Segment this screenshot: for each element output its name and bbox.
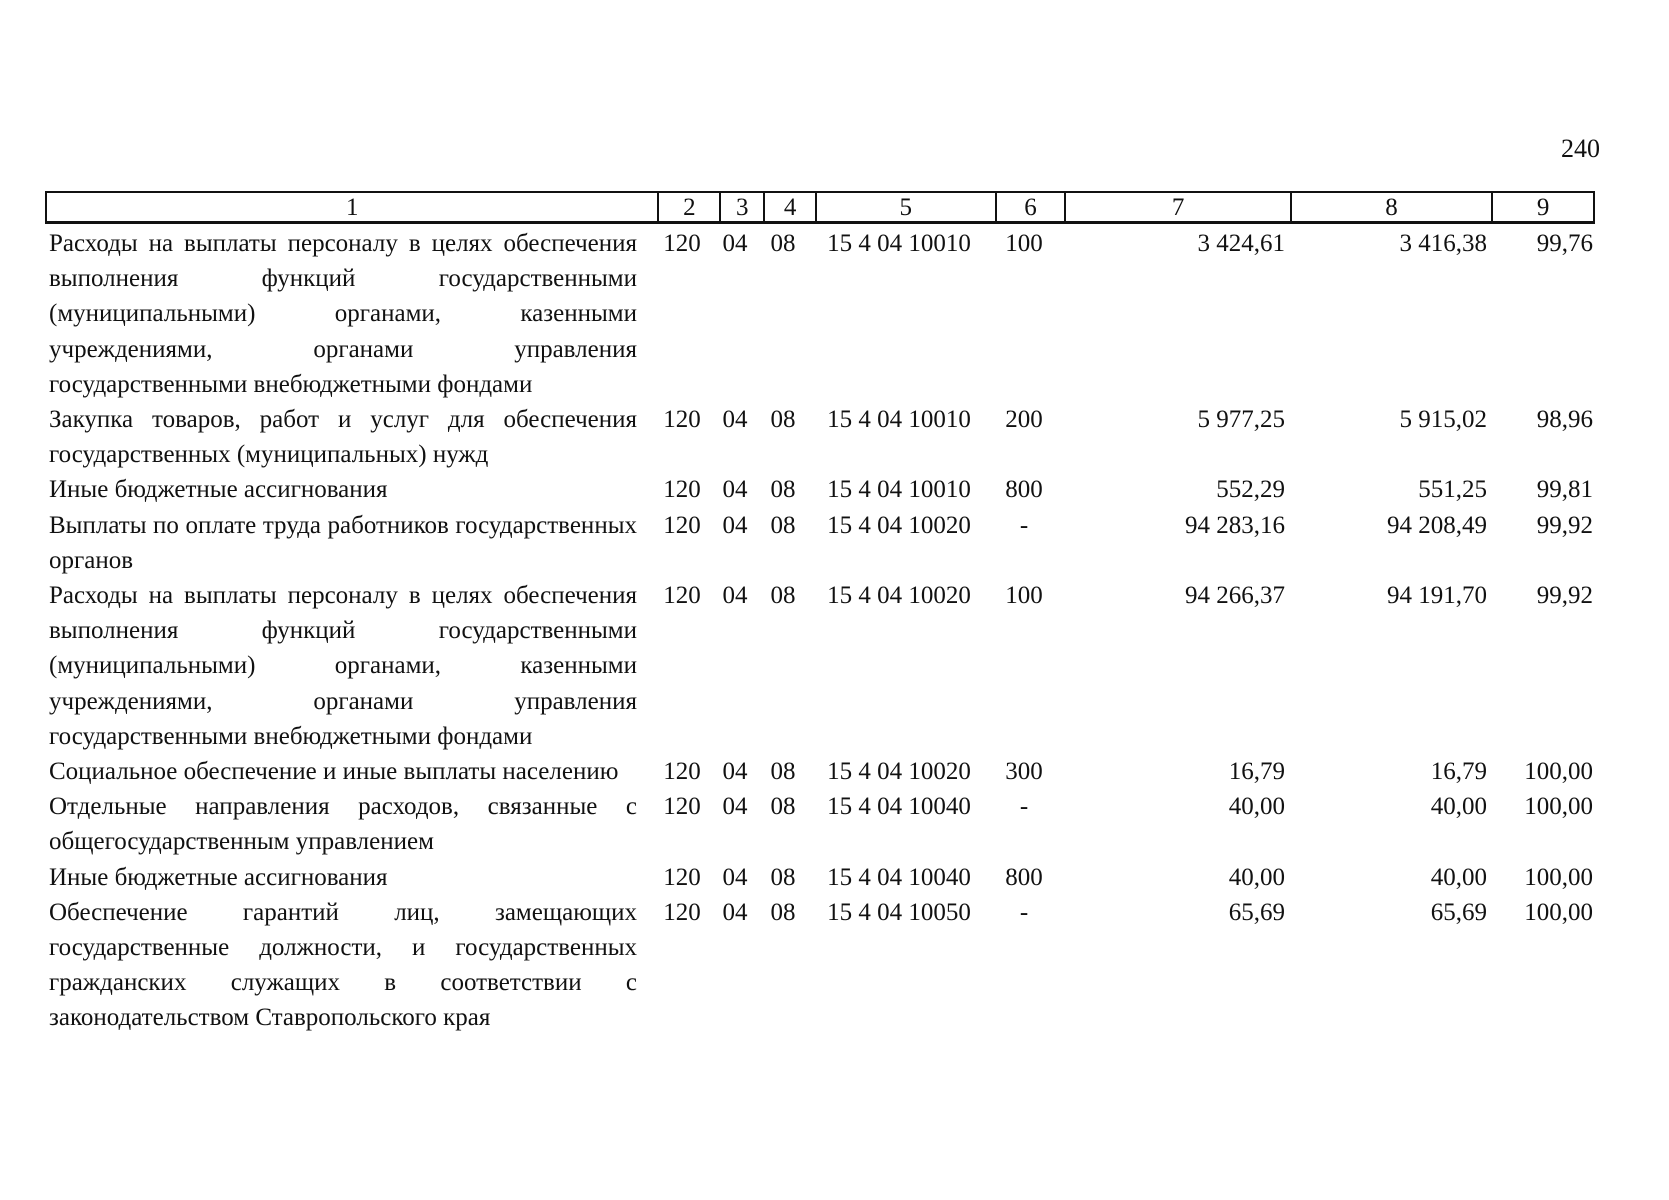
table-row xyxy=(45,789,1595,859)
cell-col-5: 15 4 04 10010 xyxy=(827,230,971,257)
cell-col-4: 08 xyxy=(770,511,796,539)
table-body xyxy=(45,226,1595,1036)
cell-col-7: 552,29 xyxy=(1216,476,1285,504)
cell-col-8: 3 416,38 xyxy=(1399,230,1487,257)
cell-col-9: 100,00 xyxy=(1524,758,1593,786)
table-row xyxy=(45,472,1595,507)
cell-col-3: 04 xyxy=(722,406,748,434)
cell-col-9: 99,92 xyxy=(1536,511,1593,539)
cell-col-8: 16,79 xyxy=(1430,758,1487,786)
cell-col-4: 08 xyxy=(770,793,796,821)
cell-col-2: 120 xyxy=(663,582,701,610)
cell-col-8: 40,00 xyxy=(1430,793,1487,821)
cell-col-5: 15 4 04 10010 xyxy=(827,406,971,434)
cell-col-4: 08 xyxy=(770,406,796,434)
cell-col-8: 65,69 xyxy=(1430,898,1487,926)
cell-col-6: 300 xyxy=(1005,758,1043,786)
cell-col-7: 5 977,25 xyxy=(1197,406,1285,434)
cell-col-2: 120 xyxy=(663,758,701,786)
column-header: 7 xyxy=(1064,193,1289,221)
cell-col-3: 04 xyxy=(722,793,748,821)
table-row xyxy=(45,895,1595,1036)
cell-col-3: 04 xyxy=(722,511,748,539)
cell-col-7: 40,00 xyxy=(1228,793,1285,821)
cell-col-9: 98,96 xyxy=(1536,406,1593,434)
table-row xyxy=(45,860,1595,895)
cell-col-3: 04 xyxy=(722,582,748,610)
cell-col-7: 16,79 xyxy=(1228,758,1285,786)
column-header: 4 xyxy=(763,193,815,221)
cell-col-4: 08 xyxy=(770,582,796,610)
table-row xyxy=(45,754,1595,789)
cell-col-3: 04 xyxy=(722,898,748,926)
row-description: Расходы на выплаты персоналу в целях обеспечения выполнения функций государственными (муниципальными) органами, казенными учреждениями, органами управления государственными внебюджетными фондами xyxy=(49,230,637,398)
cell-col-9: 99,81 xyxy=(1536,476,1593,504)
cell-col-5: 15 4 04 10040 xyxy=(827,863,971,891)
cell-col-2: 120 xyxy=(663,793,701,821)
cell-col-4: 08 xyxy=(770,476,796,504)
column-header: 9 xyxy=(1491,193,1593,221)
cell-col-9: 99,92 xyxy=(1536,582,1593,610)
table-header xyxy=(45,191,1595,224)
cell-col-7: 94 266,37 xyxy=(1185,582,1285,610)
cell-col-2: 120 xyxy=(663,511,701,539)
cell-col-5: 15 4 04 10020 xyxy=(827,582,971,610)
cell-col-7: 40,00 xyxy=(1228,863,1285,891)
cell-col-2: 120 xyxy=(663,230,701,257)
row-description: Обеспечение гарантий лиц, замещающих государственные должности, и государственных гражданских служащих в соответствии с законодательством Ставропольского края xyxy=(49,898,637,1032)
cell-col-6: 100 xyxy=(1005,582,1043,610)
cell-col-5: 15 4 04 10020 xyxy=(827,758,971,786)
cell-col-4: 08 xyxy=(770,863,796,891)
cell-col-3: 04 xyxy=(722,476,748,504)
cell-col-6: 800 xyxy=(1005,863,1043,891)
cell-col-7: 94 283,16 xyxy=(1185,511,1285,539)
cell-col-4: 08 xyxy=(770,898,796,926)
page-number: 240 xyxy=(1561,134,1600,163)
cell-col-4: 08 xyxy=(770,230,796,257)
cell-col-7: 3 424,61 xyxy=(1197,230,1285,257)
row-description: Иные бюджетные ассигнования xyxy=(49,476,388,504)
column-header: 2 xyxy=(657,193,719,221)
column-header: 3 xyxy=(719,193,763,221)
cell-col-5: 15 4 04 10010 xyxy=(827,476,971,504)
cell-col-9: 100,00 xyxy=(1524,793,1593,821)
table-row xyxy=(45,226,1595,402)
cell-col-9: 100,00 xyxy=(1524,898,1593,926)
cell-col-8: 5 915,02 xyxy=(1399,406,1487,434)
column-header: 6 xyxy=(995,193,1065,221)
row-description: Социальное обеспечение и иные выплаты населению xyxy=(49,758,619,786)
cell-col-5: 15 4 04 10040 xyxy=(827,793,971,821)
cell-col-7: 65,69 xyxy=(1228,898,1285,926)
table-row xyxy=(45,402,1595,472)
cell-col-4: 08 xyxy=(770,758,796,786)
cell-col-2: 120 xyxy=(663,476,701,504)
row-description: Закупка товаров, работ и услуг для обеспечения государственных (муниципальных) нужд xyxy=(49,406,637,469)
column-header: 5 xyxy=(815,193,995,221)
cell-col-2: 120 xyxy=(663,863,701,891)
cell-col-2: 120 xyxy=(663,406,701,434)
cell-col-6: 200 xyxy=(1005,406,1043,434)
cell-col-6: 800 xyxy=(1005,476,1043,504)
table-row xyxy=(45,578,1595,754)
cell-col-9: 99,76 xyxy=(1536,230,1593,257)
cell-col-3: 04 xyxy=(722,230,748,257)
cell-col-8: 551,25 xyxy=(1418,476,1487,504)
column-header: 1 xyxy=(345,194,359,221)
cell-col-5: 15 4 04 10020 xyxy=(827,511,971,539)
column-header: 8 xyxy=(1290,193,1491,221)
cell-col-3: 04 xyxy=(722,863,748,891)
cell-col-6: - xyxy=(1019,793,1029,821)
cell-col-6: - xyxy=(1019,511,1029,539)
row-description: Иные бюджетные ассигнования xyxy=(49,863,388,891)
cell-col-6: 100 xyxy=(1005,230,1043,257)
cell-col-9: 100,00 xyxy=(1524,863,1593,891)
row-description: Выплаты по оплате труда работников государственных органов xyxy=(49,511,637,574)
cell-col-3: 04 xyxy=(722,758,748,786)
table-row xyxy=(45,508,1595,578)
cell-col-8: 40,00 xyxy=(1430,863,1487,891)
cell-col-2: 120 xyxy=(663,898,701,926)
cell-col-8: 94 191,70 xyxy=(1387,582,1487,610)
cell-col-6: - xyxy=(1019,898,1029,926)
cell-col-5: 15 4 04 10050 xyxy=(827,898,971,926)
row-description: Отдельные направления расходов, связанные с общегосударственным управлением xyxy=(49,793,637,856)
cell-col-8: 94 208,49 xyxy=(1387,511,1487,539)
row-description: Расходы на выплаты персоналу в целях обеспечения выполнения функций государственными (муниципальными) органами, казенными учреждениями, органами управления государственными внебюджетными фондами xyxy=(49,582,637,750)
